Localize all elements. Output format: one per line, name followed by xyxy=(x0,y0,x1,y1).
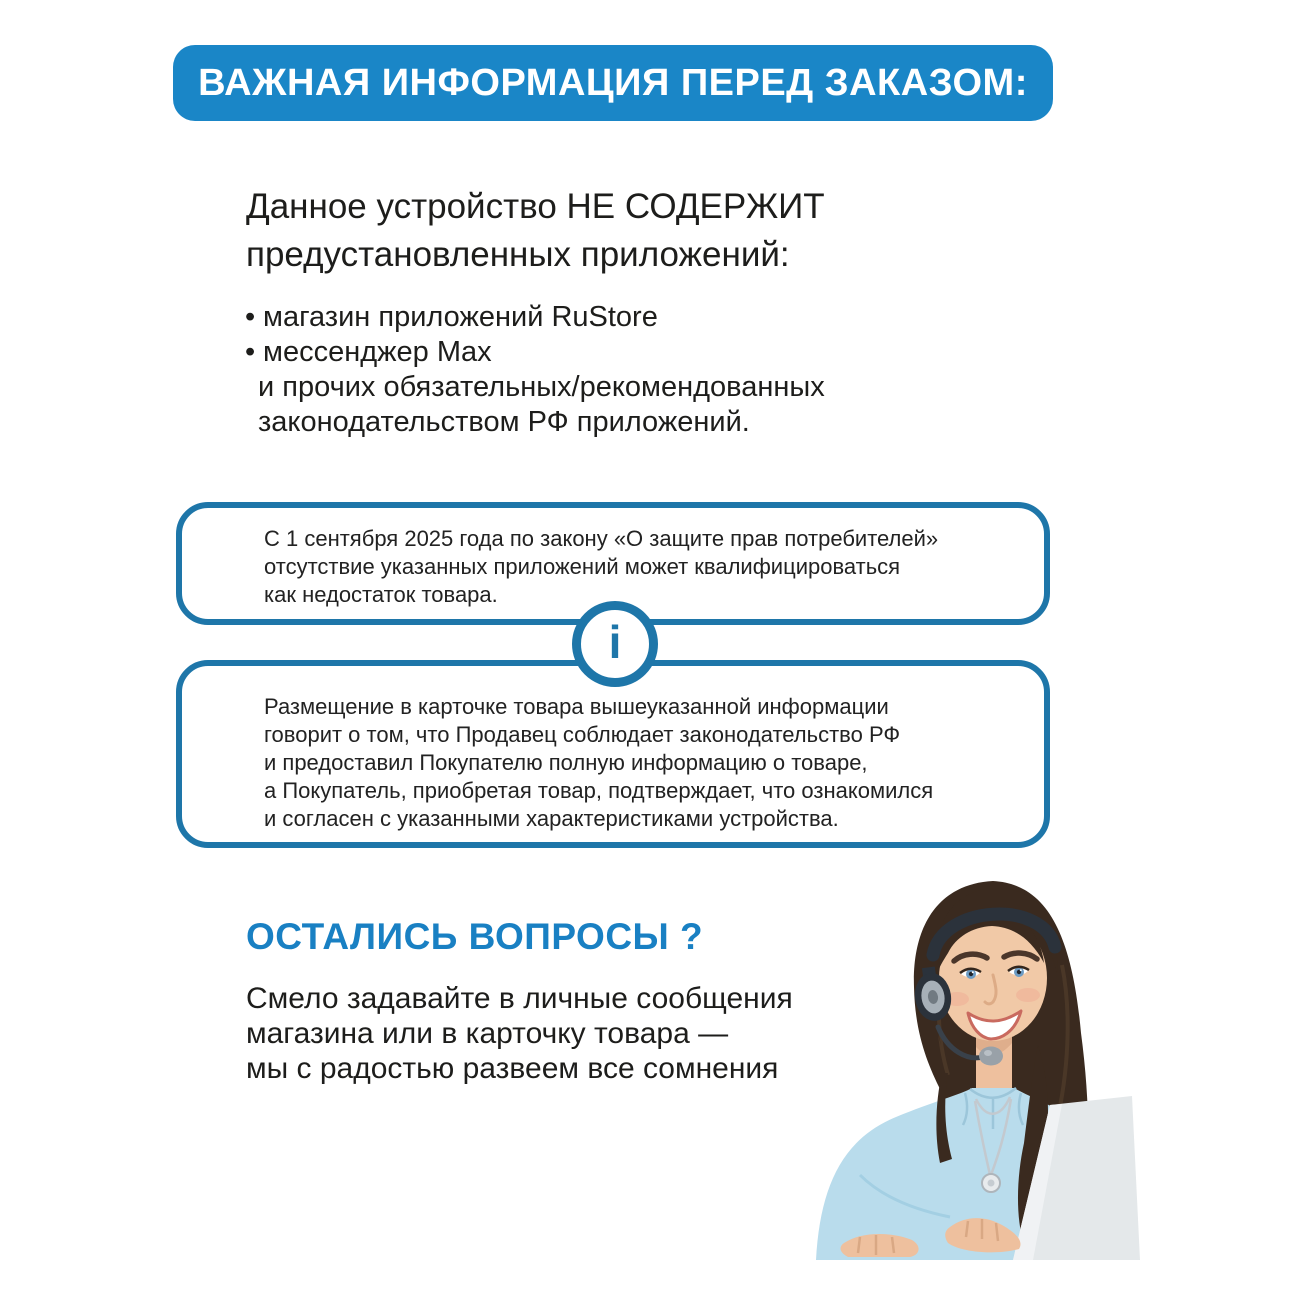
bullet-dot-icon: • xyxy=(245,336,256,368)
blush xyxy=(1016,988,1040,1002)
support-agent-photo xyxy=(800,875,1145,1260)
placement-note-line: и предоставил Покупателю полную информацию о товаре, xyxy=(264,750,868,775)
intro-heading-line: Данное устройство НЕ СОДЕРЖИТ xyxy=(246,187,825,226)
bullet-dot-icon: • xyxy=(245,301,256,333)
placement-note-line: говорит о том, что Продавец соблюдает законодательство РФ xyxy=(264,722,901,747)
questions-text xyxy=(246,981,793,1086)
info-icon xyxy=(572,601,658,687)
questions-heading: ОСТАЛИСЬ ВОПРОСЫ ? xyxy=(246,916,704,957)
list-item xyxy=(247,300,658,335)
banner-title: ВАЖНАЯ ИНФОРМАЦИЯ ПЕРЕД ЗАКАЗОМ: xyxy=(198,61,1028,104)
bullet-continuation-line: законодательством РФ приложений. xyxy=(258,406,750,438)
questions-text-line: магазина или в карточку товара — xyxy=(246,1017,729,1050)
bullet-text: магазин приложений RuStore xyxy=(263,301,658,333)
law-note-line: С 1 сентября 2025 года по закону «О защите прав потребителей» xyxy=(264,526,939,551)
banner xyxy=(173,45,1053,121)
bullet-list xyxy=(247,300,658,370)
questions-text-line: мы с радостью развеем все сомнения xyxy=(246,1052,779,1085)
support-agent-illustration xyxy=(800,875,1145,1260)
placement-note-line: а Покупатель, приобретая товар, подтверждает, что ознакомился xyxy=(264,778,934,803)
bullet-continuation xyxy=(258,370,825,440)
info-icon-glyph: i xyxy=(608,616,622,668)
list-item xyxy=(247,335,658,370)
placement-note-line: и согласен с указанными характеристиками устройства. xyxy=(264,806,839,831)
questions-text-line: Смело задавайте в личные сообщения xyxy=(246,982,793,1015)
bullet-continuation-line: и прочих обязательных/рекомендованных xyxy=(258,371,825,403)
law-note-line: как недостаток товара. xyxy=(264,582,498,607)
placement-note-line: Размещение в карточке товара вышеуказанной информации xyxy=(264,694,889,719)
law-note-line: отсутствие указанных приложений может квалифицироваться xyxy=(264,554,901,579)
bullet-text: мессенджер Max xyxy=(263,336,492,368)
placement-note-box xyxy=(176,660,1050,848)
intro-heading xyxy=(246,183,825,279)
intro-heading-line: предустановленных приложений: xyxy=(246,235,790,274)
